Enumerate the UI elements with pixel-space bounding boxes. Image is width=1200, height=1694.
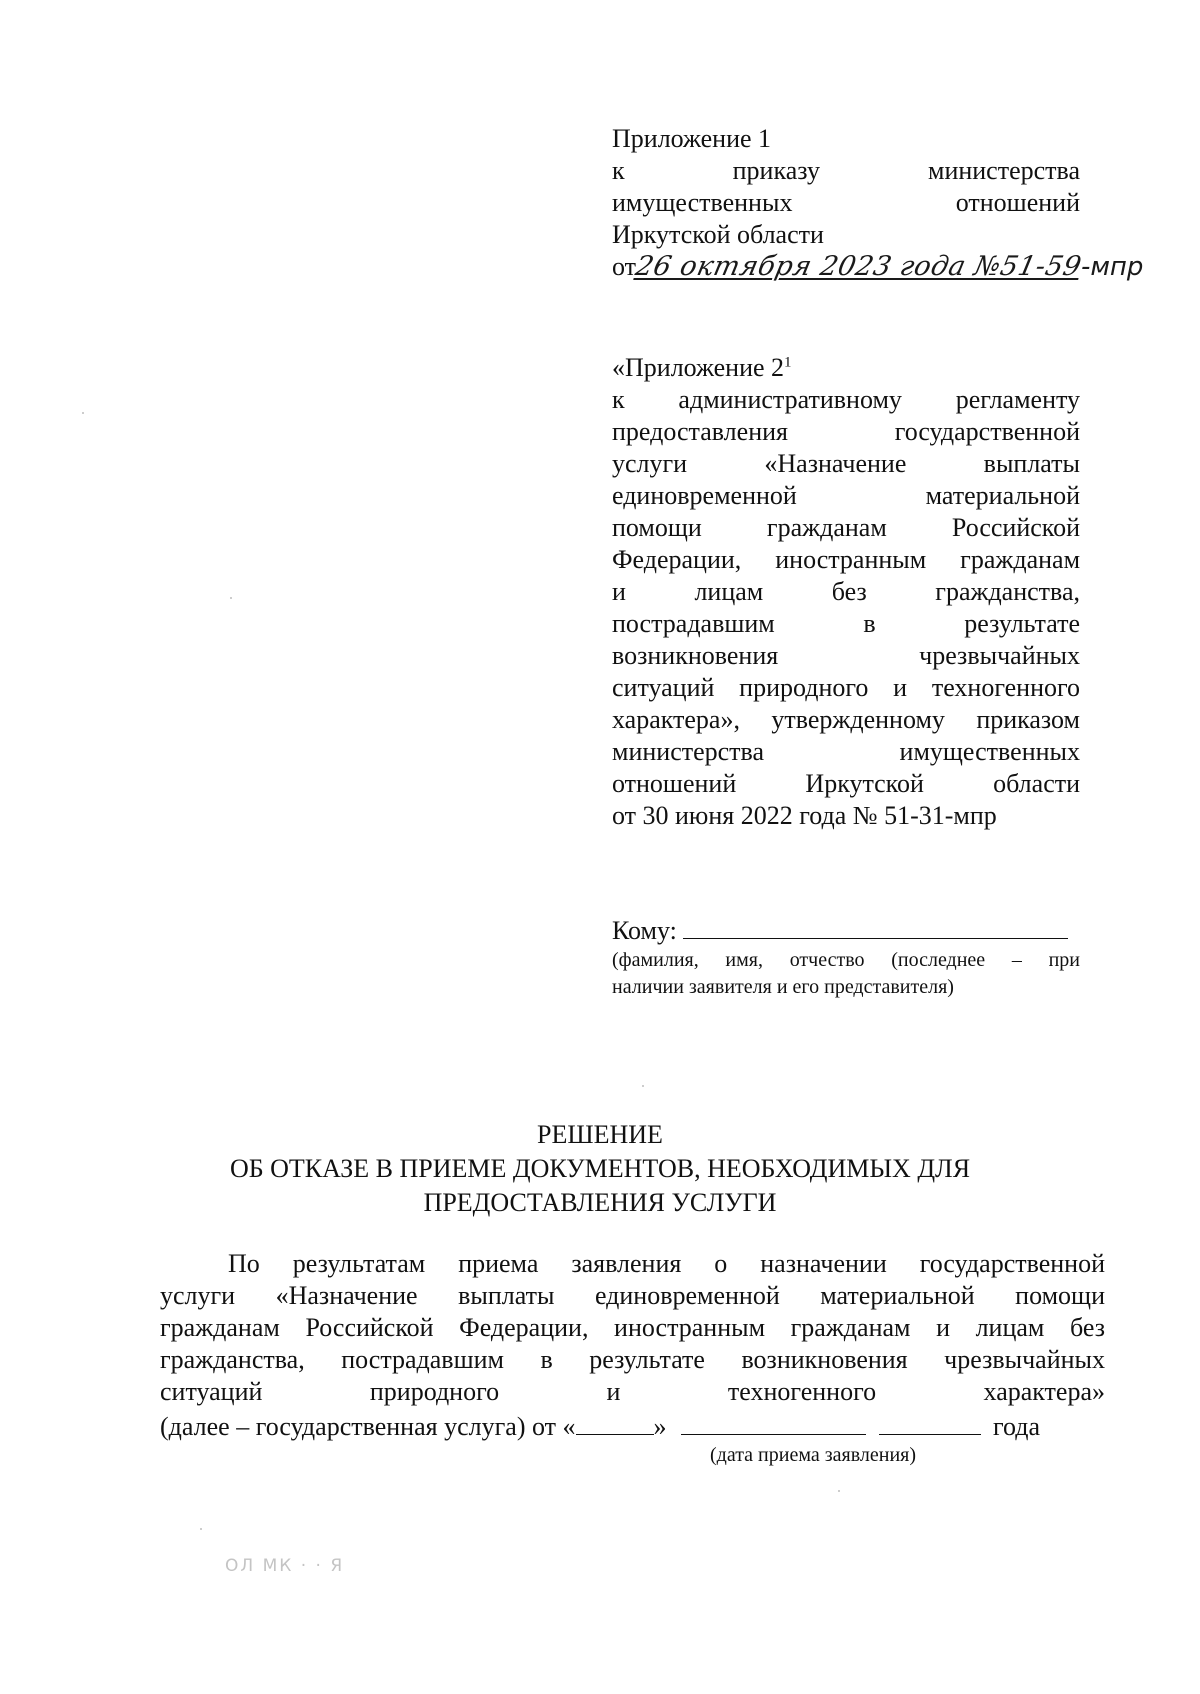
word: приказом <box>976 705 1081 734</box>
recipient-label: Кому: <box>612 916 677 945</box>
word: в <box>863 609 876 638</box>
word: Иркутской <box>805 769 924 798</box>
word: гражданам <box>960 545 1081 574</box>
appendix-2-line <box>612 608 1080 640</box>
word: к <box>612 156 625 185</box>
recipient-note-line-1: (фамилия, имя, отчество (последнее – при <box>612 949 1080 971</box>
word: характера» <box>983 1377 1105 1406</box>
recipient-note <box>612 947 1080 1001</box>
appendix-2-line <box>612 704 1080 736</box>
appendix-2-lines <box>612 384 1080 800</box>
word: отношений <box>955 188 1080 217</box>
decision-body <box>160 1248 1105 1443</box>
word: возникновения <box>612 641 779 670</box>
word: природного <box>369 1377 500 1406</box>
word: техногенного <box>931 673 1081 702</box>
appendix-1-line <box>612 155 1080 187</box>
body-line: По результатам приема заявления о назначении государственной <box>228 1249 1105 1278</box>
word: единовременной <box>612 481 797 510</box>
body-line-spread <box>160 1376 1105 1408</box>
decision-title-line-1: РЕШЕНИЕ <box>537 1120 663 1149</box>
word: услуги <box>612 449 688 478</box>
scan-speck <box>838 1490 840 1492</box>
recipient-note-line-2: наличии заявителя и его представителя) <box>612 976 954 998</box>
date-mid: » <box>653 1412 667 1441</box>
appendix-1-line <box>612 187 1080 219</box>
word: имущественных <box>612 188 793 217</box>
appendix-2-line <box>612 672 1080 704</box>
appendix-2-line <box>612 768 1080 800</box>
word: утвержденному <box>771 705 945 734</box>
word: предоставления <box>612 417 788 446</box>
word: имущественных <box>899 737 1080 766</box>
word: и <box>606 1377 621 1406</box>
date-caption: (дата приема заявления) <box>710 1444 917 1466</box>
word: и <box>612 577 626 606</box>
word: гражданства, <box>935 577 1081 606</box>
word: пострадавшим <box>612 609 775 638</box>
recipient-blank-field[interactable] <box>683 912 1068 939</box>
word: выплаты <box>983 449 1081 478</box>
word: приказу <box>732 156 820 185</box>
date-year-blank[interactable] <box>879 1408 981 1435</box>
body-line: гражданам Российской Федерации, иностранным гражданам и лицам без <box>160 1313 1105 1342</box>
word: министерства <box>927 156 1080 185</box>
appendix-2-line <box>612 448 1080 480</box>
scan-speck <box>200 1528 202 1530</box>
appendix-2-title-text: «Приложение 2 <box>612 353 785 382</box>
word: области <box>993 769 1081 798</box>
order-suffix: -мпр <box>1080 252 1144 282</box>
word: к <box>612 385 625 414</box>
scan-speck <box>82 412 84 414</box>
decision-title-line-3: ПРЕДОСТАВЛЕНИЯ УСЛУГИ <box>423 1188 777 1217</box>
appendix-2-line <box>612 480 1080 512</box>
word: природного <box>739 673 869 702</box>
word: государственной <box>894 417 1080 446</box>
appendix-2-superscript: 1 <box>784 354 792 371</box>
date-day-blank[interactable] <box>576 1408 654 1435</box>
word: техногенного <box>727 1377 877 1406</box>
appendix-2-line <box>612 416 1080 448</box>
order-number-line <box>612 251 1144 283</box>
word: административному <box>678 385 902 414</box>
order-prefix: от <box>612 252 637 281</box>
word: Российской <box>951 513 1081 542</box>
decision-title-line-2: ОБ ОТКАЗЕ В ПРИЕМЕ ДОКУМЕНТОВ, НЕОБХОДИМЫХ ДЛЯ <box>229 1154 971 1183</box>
appendix-2-line <box>612 576 1080 608</box>
scan-mark: ОЛ МК · · Я <box>225 1556 345 1576</box>
date-prefix: (далее – государственная услуга) от « <box>160 1412 576 1441</box>
word: лицам <box>694 577 764 606</box>
word: характера», <box>612 705 740 734</box>
appendix-1-header <box>612 123 1144 283</box>
date-month-blank[interactable] <box>681 1408 866 1435</box>
word: чрезвычайных <box>919 641 1080 670</box>
recipient-line <box>612 912 1080 947</box>
appendix-2-line <box>612 736 1080 768</box>
word: помощи <box>612 513 702 542</box>
word: ситуаций <box>612 673 715 702</box>
appendix-1-line: Иркутской области <box>612 220 824 249</box>
word: регламенту <box>955 385 1081 414</box>
handwritten-order-date: 26 октября 2023 года №51-59 <box>632 251 1085 282</box>
decision-title <box>0 1118 1200 1220</box>
word: гражданам <box>766 513 887 542</box>
appendix-2-line <box>612 512 1080 544</box>
word: результате <box>964 609 1080 638</box>
appendix-2-title <box>612 352 1080 384</box>
word: материальной <box>925 481 1080 510</box>
word: Федерации, <box>612 545 742 574</box>
word: министерства <box>612 737 765 766</box>
date-suffix: года <box>993 1412 1041 1441</box>
appendix-2-line <box>612 640 1080 672</box>
appendix-2-header <box>612 352 1080 832</box>
recipient-block <box>612 912 1080 1001</box>
scan-speck <box>642 1085 644 1087</box>
body-line: гражданства, пострадавшим в результате возникновения чрезвычайных <box>160 1345 1105 1374</box>
appendix-2-line <box>612 384 1080 416</box>
appendix-1-title: Приложение 1 <box>612 124 772 153</box>
body-line: услуги «Назначение выплаты единовременной материальной помощи <box>160 1281 1105 1310</box>
body-date-line <box>160 1408 1105 1443</box>
scan-speck <box>230 597 232 599</box>
word: и <box>893 673 908 702</box>
word: отношений <box>612 769 737 798</box>
appendix-2-last-line: от 30 июня 2022 года № 51-31-мпр <box>612 801 997 830</box>
word: «Назначение <box>764 449 907 478</box>
word: иностранным <box>775 545 927 574</box>
word: ситуаций <box>160 1377 263 1406</box>
appendix-2-line <box>612 544 1080 576</box>
word: без <box>831 577 867 606</box>
